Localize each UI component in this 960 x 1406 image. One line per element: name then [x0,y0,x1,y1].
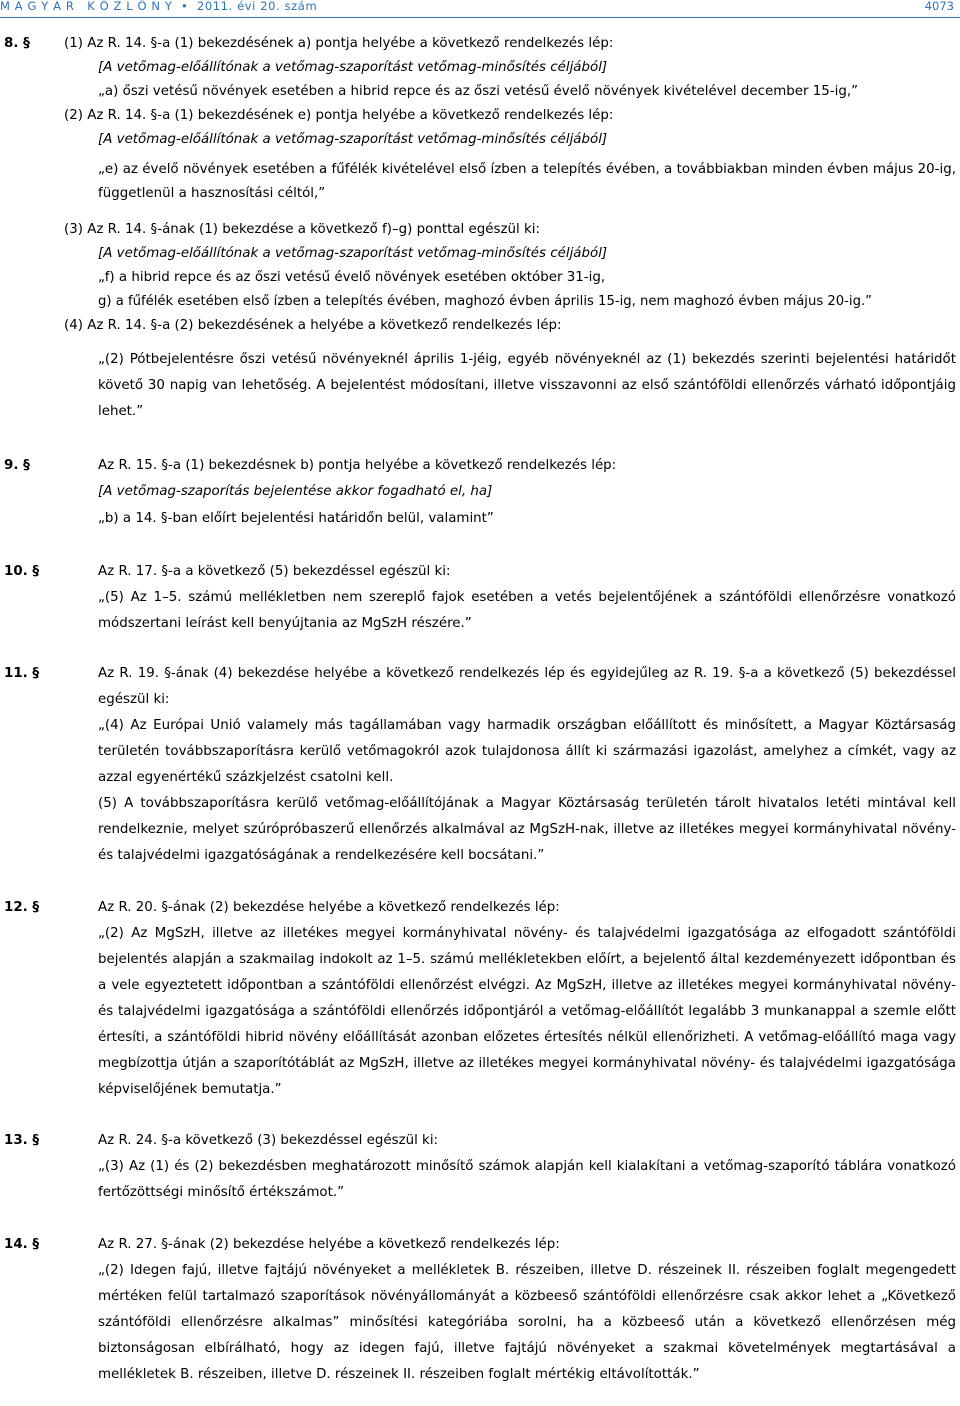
header-rule [0,17,960,18]
s12-text: „(2) Az MgSzH, illetve az illetékes megyei kormányhivatal növény- és talajvédelmi igazgatósága az elfogadott szántóföldi bejelentés alapján a szakmailag indokolt az 1–5. számú mellékletekben előírt, a bejelentő által kezdeményezett időpontban és a vele egyeztetett időpontban a szántóföldi ellenőrzést elvégzi. Az MgSzH, illetve az illetékes megyei kormányhivatal növény- és talajvédelmi igazgatósága a szántóföldi ellenőrzés időpontjáról a vetőmag-előállítót legalább 3 munkanappal a szemle előtt értesíti, a szántóföldi hibrid növény előállítását azonban előzetes értesítés nélkül ellenőrizheti. A vetőmag-előállító maga vagy megbízottja útján a szaporítótáblát az MgSzH, illetve az illetékes megyei kormányhivatal növény- és talajvédelmi igazgatósága képviselőjének bemutatja.” [98,926,956,1097]
s8-para3-context: [A vetőmag-előállítónak a vetőmag-szaporítást vetőmag-minősítés céljából] [98,246,608,261]
s14-text: „(2) Idegen fajú, illetve fajtájú növényeket a mellékletek B. részeiben, illetve D. részeinek II. részeiben foglalt megengedett mértéken felül tartalmazó szaporítások növényállományát a közbeeső szántóföldi ellenőrzésre csak akkor lehet a „Következő szántóföldi ellenőrzésre alkalmas” minősítési kategóriába sorolni, ha a közbeeső után a következő ellenőrzésen még biztonságosan elbírálható, hogy az idegen fajú, illetve fajtájú növényeket a szakmai követelmények megtartásával a mellékletek B. részeiben, illetve D. részeinek II. részeiben foglalt mértékig eltávolították.” [98,1263,956,1382]
s11-intro: Az R. 19. §-ának (4) bekezdése helyébe a következő rendelkezés lép és egyidejűleg az R. 19. §-a a következő (5) bekezdéssel egészül ki: [98,666,956,707]
s12-intro: Az R. 20. §-ának (2) bekezdése helyébe a következő rendelkezés lép: [98,900,560,915]
s9-text: „b) a 14. §-ban előírt bejelentési határidőn belül, valamint” [98,511,494,526]
section-number-13: 13. § [4,1133,40,1148]
s14-intro: Az R. 27. §-ának (2) bekezdése helyébe a következő rendelkezés lép: [98,1237,560,1252]
s8-para2-intro: (2) Az R. 14. §-a (1) bekezdésének e) pontja helyébe a következő rendelkezés lép: [64,108,614,123]
section-number-9: 9. § [4,458,30,473]
s8-para4-intro: (4) Az R. 14. §-a (2) bekezdésének a helyébe a következő rendelkezés lép: [64,318,562,333]
s8-para4-text: „(2) Pótbejelentésre őszi vetésű növényeknél április 1-jéig, egyéb növényeknél az (1) bekezdés szerinti bejelentési határidőt követő 30 napig van lehetőség. A bejelentést módosítani, illetve visszavonni az első szántóföldi ellenőrzés várható időpontjáig lehet.” [98,352,956,419]
section-number-10: 10. § [4,564,40,579]
s13-text: „(3) Az (1) és (2) bekezdésben meghatározott minősítő számok alapján kell kialakítani a vetőmag-szaporító táblára vonatkozó fertőzöttségi minősítő értékszámot.” [98,1159,956,1200]
s11-para5-text: (5) A továbbszaporításra kerülő vetőmag-előállítójának a Magyar Köztársaság területén tárolt hivatalos letéti mintával kell rendelkeznie, melyet szúrópróbaszerű ellenőrzés alkalmával az MgSzH-nak, illetve az illetékes megyei kormányhivatal növény- és talajvédelmi igazgatóságának a rendelkezésére kell bocsátani.” [98,796,956,863]
section-number-12: 12. § [4,900,40,915]
s8-para1-context: [A vetőmag-előállítónak a vetőmag-szaporítást vetőmag-minősítés céljából] [98,60,608,75]
s9-context: [A vetőmag-szaporítás bejelentése akkor fogadható el, ha] [98,484,493,499]
s8-para3-point-f: „f) a hibrid repce és az őszi vetésű évelő növények esetében október 31-ig, [98,270,606,285]
s8-para3-intro: (3) Az R. 14. §-ának (1) bekezdése a következő f)–g) ponttal egészül ki: [64,222,540,237]
s8-para2-text: „e) az évelő növények esetében a fűfélék kivételével első ízben a telepítés évében, a továbbiakban minden évben május 20-ig, függetlenül a hasznosítási céltól,” [98,162,956,201]
s11-para4-text: „(4) Az Európai Unió valamely más tagállamában vagy harmadik országban előállított és minősített, a Magyar Köztársaság területén továbbszaporításra kerülő vetőmagokról azok tulajdonosa állít ki származási igazolást, amelyhez a címkét, vagy az azzal egyenértékű százkjelzést csatolni kell. [98,718,956,785]
section-number-8: 8. § [4,36,30,51]
section-number-11: 11. § [4,666,40,681]
s10-text: „(5) Az 1–5. számú mellékletben nem szereplő fajok esetében a vetés bejelentőjének a szántóföldi ellenőrzésre vonatkozó módszertani leírást kell benyújtania az MgSzH részére.” [98,590,956,631]
page-header [0,0,960,14]
s8-para1-text: „a) őszi vetésű növények esetében a hibrid repce és az őszi vetésű évelő növények kivételével december 15-ig,” [98,84,859,99]
s8-para3-point-g: g) a fűfélék esetében első ízben a telepítés évében, maghozó évben április 15-ig, nem maghozó évben május 20-ig.” [98,294,872,309]
s9-intro: Az R. 15. §-a (1) bekezdésnek b) pontja helyébe a következő rendelkezés lép: [98,458,617,473]
s13-intro: Az R. 24. §-a következő (3) bekezdéssel egészül ki: [98,1133,439,1148]
header-title: M A G Y A R K Ö Z L Ö N Y • 2011. évi 20. szám [0,0,318,13]
s8-para1-intro: (1) Az R. 14. §-a (1) bekezdésének a) pontja helyébe a következő rendelkezés lép: [64,36,614,51]
section-number-14: 14. § [4,1237,40,1252]
s8-para2-context: [A vetőmag-előállítónak a vetőmag-szaporítást vetőmag-minősítés céljából] [98,132,608,147]
s10-intro: Az R. 17. §-a a következő (5) bekezdéssel egészül ki: [98,564,451,579]
page-number: 4073 [924,0,954,13]
